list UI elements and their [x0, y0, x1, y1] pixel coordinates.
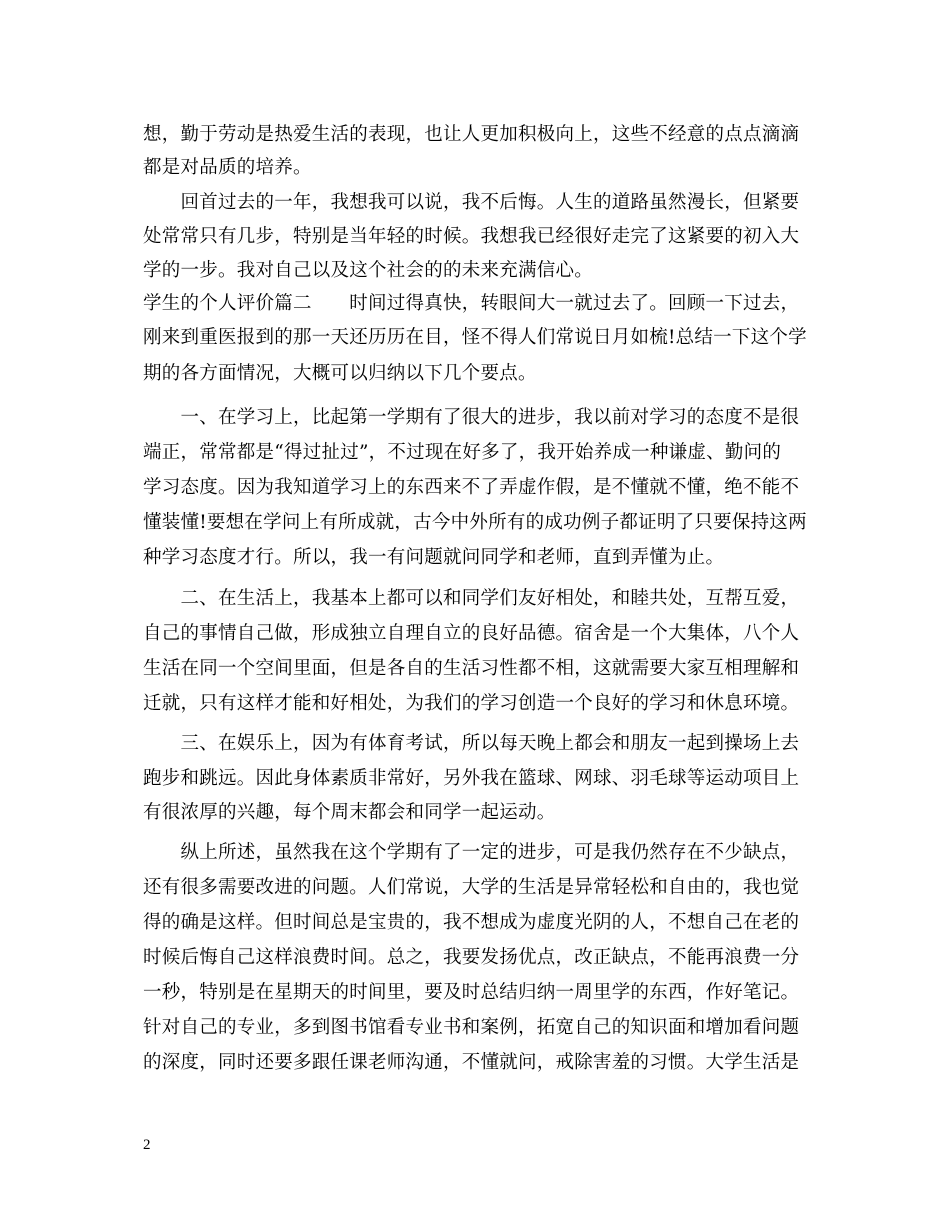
text-line: 纵上所述，虽然我在这个学期有了一定的进步，可是我仍然存在不少缺点， [143, 842, 800, 863]
text-line: 都是对品质的培养。 [143, 157, 312, 178]
text-line: 生活在同一个空间里面，但是各自的生活习性都不相，这就需要大家互相理解和 [143, 658, 800, 679]
text-line: 学习态度。因为我知道学习上的东西来不了弄虚作假，是不懂就不懂，绝不能不 [143, 477, 800, 498]
text-line: 有很浓厚的兴趣，每个周末都会和同学一起运动。 [143, 802, 556, 823]
text-line: 处常常只有几步，特别是当年轻的时候。我想我已经很好走完了这紧要的初入大 [143, 226, 800, 247]
text-line: 期的各方面情况，大概可以归纳以下几个要点。 [143, 363, 537, 384]
text-line: 针对自己的专业，多到图书馆看专业书和案例，拓宽自己的知识面和增加看问题 [143, 1017, 800, 1038]
text-line: 时候后悔自己这样浪费时间。总之，我要发扬优点，改正缺点，不能再浪费一分 [143, 947, 800, 968]
text-line: 回首过去的一年，我想我可以说，我不后悔。人生的道路虽然漫长，但紧要 [143, 192, 800, 213]
text-line: 得的确是这样。但时间总是宝贵的，我不想成为虚度光阴的人，不想自己在老的 [143, 912, 800, 933]
section-heading-line: 学生的个人评价篇二 时间过得真快，转眼间大一就过去了。回顾一下过去， [143, 293, 800, 314]
text-line: 三、在娱乐上，因为有体育考试，所以每天晚上都会和朋友一起到操场上去 [143, 733, 800, 754]
text-line: 想，勤于劳动是热爱生活的表现，也让人更加积极向上，这些不经意的点点滴滴 [143, 124, 800, 145]
text-line: 的深度，同时还要多跟任课老师沟通，不懂就问，戒除害羞的习惯。大学生活是 [143, 1052, 800, 1073]
text-line: 跑步和跳远。因此身体素质非常好，另外我在篮球、网球、羽毛球等运动项目上 [143, 768, 800, 789]
page-number: 2 [143, 1137, 151, 1153]
text-line: 一秒，特别是在星期天的时间里，要及时总结归纳一周里学的东西，作好笔记。 [143, 982, 800, 1003]
text-line: 二、在生活上，我基本上都可以和同学们友好相处，和睦共处，互帮互爱， [143, 588, 800, 609]
text-line: 一、在学习上，比起第一学期有了很大的进步，我以前对学习的态度不是很 [143, 407, 800, 428]
text-line: 还有很多需要改进的问题。人们常说，大学的生活是异常轻松和自由的，我也觉 [143, 877, 800, 898]
text-line: 迁就，只有这样才能和好相处，为我们的学习创造一个良好的学习和休息环境。 [143, 693, 800, 714]
text-line: 刚来到重医报到的那一天还历历在目，怪不得人们常说日月如梳!总结一下这个学 [143, 327, 807, 348]
text-line: 学的一步。我对自己以及这个社会的的未来充满信心。 [143, 260, 594, 281]
text-line: 自己的事情自己做，形成独立自理自立的良好品德。宿舍是一个大集体，八个人 [143, 623, 800, 644]
text-line: 懂装懂!要想在学问上有所成就，古今中外所有的成功例子都证明了只要保持这两 [143, 512, 807, 533]
text-line: 端正，常常都是“得过扯过”，不过现在好多了，我开始养成一种谦虚、勤问的 [143, 442, 782, 463]
text-line: 种学习态度才行。所以，我一有问题就问同学和老师，直到弄懂为止。 [143, 547, 725, 568]
